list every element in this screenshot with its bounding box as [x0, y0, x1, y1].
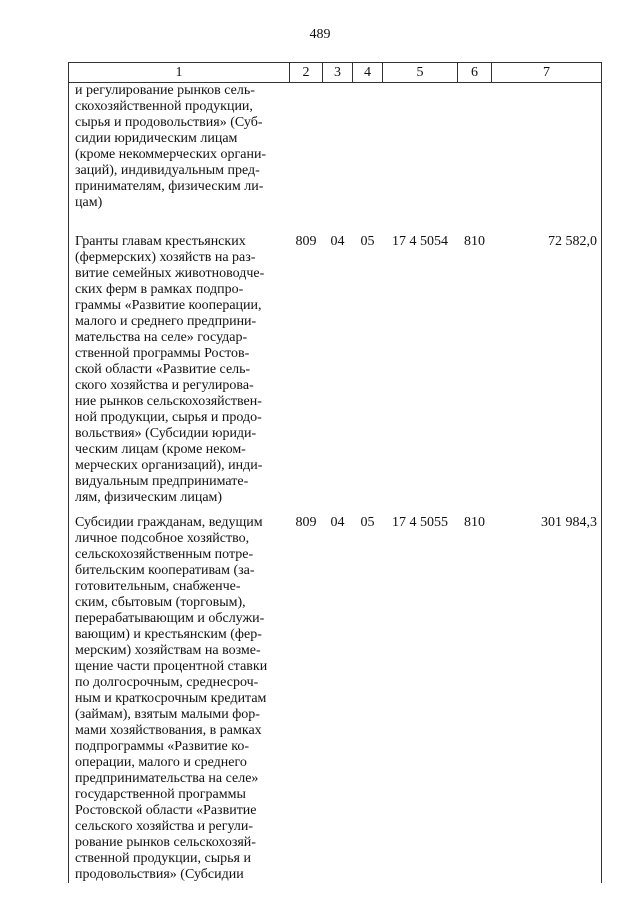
row-description: Субсидии гражданам, ведущим личное подсобное хозяйство, сельскохозяйственным потре- бительским кооперативам (за- готовительным, снабженче- ским, сбытовым (торговым), перерабатывающим и обслужи- вающим) и крестьянским (фер- мерским) хозяйствам на возме- щение части процентной ставки по долгосрочным, среднесроч- ным и краткосрочным кредитам (займам), взятым малыми фор- мами хозяйствования, в рамках подпрограммы «Развитие ко- операции, малого и среднего предпринимательства на селе» государственной программы Ростовской области «Развитие сельского хозяйства и регули- рование рынков сельскохозяй- ственной продукции, сырья и продовольствия» (Субсидии: [69, 515, 290, 883]
column-header: 6: [458, 63, 492, 83]
ministry-code: 809: [295, 515, 317, 530]
expense-type-code: 810: [464, 234, 485, 249]
target-article-code: 17 4 5055: [392, 515, 448, 530]
budget-table: [68, 62, 602, 883]
table-header: [69, 63, 602, 83]
column-header: 7: [492, 63, 602, 83]
ministry-code: 809: [295, 234, 317, 249]
amount-value: [492, 83, 602, 226]
column-header: 5: [383, 63, 458, 83]
target-article-code: [383, 83, 458, 226]
column-header: 2: [290, 63, 323, 83]
target-article-code: 17 4 5054: [392, 234, 448, 249]
table-row: [69, 515, 602, 883]
row-description: и регулирование рынков сель- скохозяйственной продукции, сырья и продовольствия» (Суб- сидии юридическим лицам (кроме некоммерческих органи- заций), индивидуальным пред- принимателям, физическим ли- цам): [69, 83, 290, 226]
amount-value: 301 984,3: [492, 515, 602, 883]
expense-type-code: [458, 83, 492, 226]
subsection-code: 05: [360, 234, 375, 249]
section-code: 04: [330, 515, 345, 530]
amount-value: 72 582,0: [492, 234, 602, 506]
page-number: 489: [309, 27, 331, 42]
column-header: 3: [323, 63, 353, 83]
section-code: 04: [330, 234, 345, 249]
subsection-code: 05: [360, 515, 375, 530]
subsection-code: [353, 83, 383, 226]
column-header: 1: [69, 63, 290, 83]
table-row: [69, 234, 602, 506]
column-header: 4: [353, 63, 383, 83]
section-code: [323, 83, 353, 226]
ministry-code: [290, 83, 323, 226]
table-row: [69, 83, 602, 226]
expense-type-code: 810: [464, 515, 485, 530]
row-description: Гранты главам крестьянских (фермерских) хозяйств на раз- витие семейных животноводче- ских ферм в рамках подпро- граммы «Развитие кооперации, малого и среднего предприни- мательства на селе» государ- ственной программы Ростов- ской области «Развитие сель- ского хозяйства и регулирова- ние рынков сельскохозяйствен- ной продукции, сырья и продо- вольствия» (Субсидии юриди- ческим лицам (кроме неком- мерческих организаций), инди- видуальным предпринимате- лям, физическим лицам): [69, 234, 290, 506]
